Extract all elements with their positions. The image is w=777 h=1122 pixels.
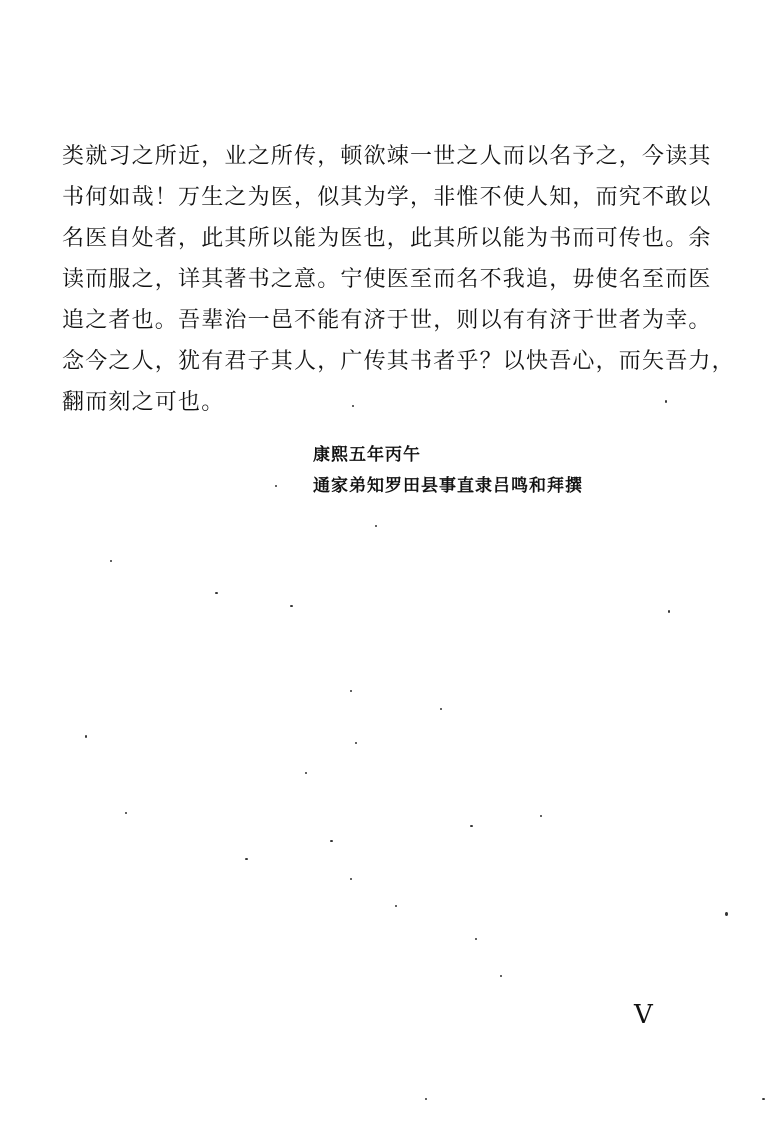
page-number: V [634,1000,653,1030]
scan-speck [350,690,352,692]
scan-speck [125,812,127,814]
text-line: 念今之人，犹有君子其人，广传其书者乎？以快吾心，而矢吾力， [62,349,735,374]
scan-speck [330,840,333,842]
scan-speck [470,825,473,827]
scan-speck [375,525,377,527]
scan-speck [215,592,218,594]
scan-speck [290,605,293,607]
text-line: 书何如哉！万生之为医，似其为学，非惟不使人知，而究不敢以 [62,185,712,210]
text-line: 翻而刻之可也。 [62,390,225,415]
scan-speck [668,610,670,613]
signature-date: 康熙五年丙午 [313,445,421,465]
scan-speck [245,858,248,860]
signature-block [313,440,673,502]
scan-speck [395,905,397,907]
text-line: 读而服之，详其著书之意。宁使医至而名不我追，毋使名至而医 [62,267,712,292]
text-line: 追之者也。吾辈治一邑不能有济于世，则以有有济于世者为幸。 [62,308,712,333]
scan-speck [425,1098,427,1100]
scan-speck [500,975,502,977]
scan-speck [665,400,667,403]
scan-speck [85,735,87,738]
scan-speck [540,815,542,817]
scan-speck [762,1098,765,1100]
scan-speck [475,938,477,940]
text-line: 名医自处者，此其所以能为医也，此其所以能为书而可传也。余 [62,226,712,251]
scan-speck [275,485,277,487]
scan-speck [110,560,112,562]
signature-author: 通家弟知罗田县事直隶吕鸣和拜撰 [313,476,583,496]
text-line: 类就习之所近，业之所传，顿欲竦一世之人而以名予之，今读其 [62,144,712,169]
scan-speck [440,708,442,710]
scan-speck [355,742,357,744]
scan-speck [350,878,352,880]
body-text [62,136,735,423]
scan-speck [305,772,307,774]
scan-speck [725,912,728,916]
scan-speck [352,405,354,407]
